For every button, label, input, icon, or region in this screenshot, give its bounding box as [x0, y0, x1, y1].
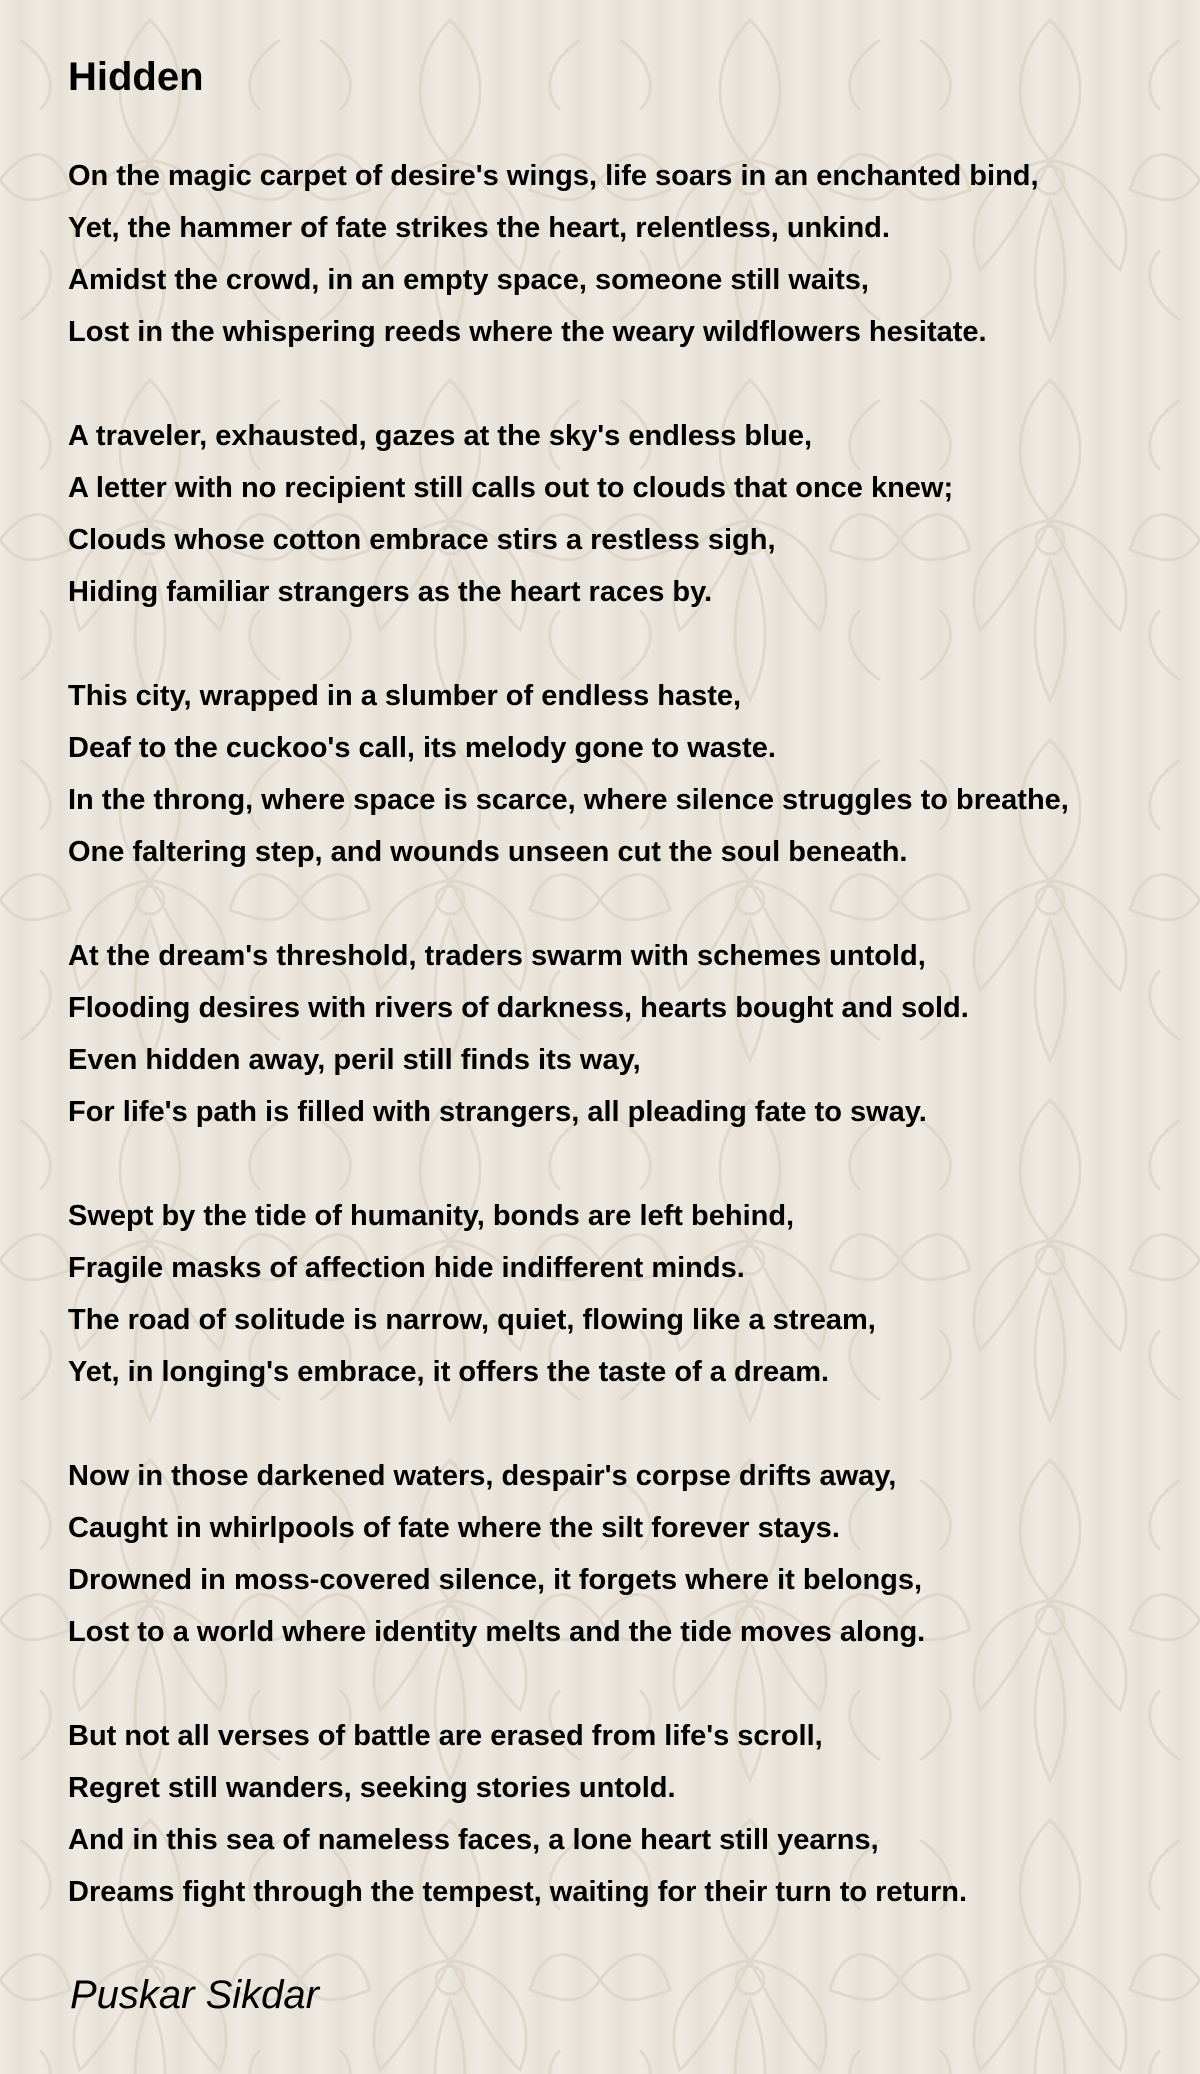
- poem-line: Drowned in moss-covered silence, it forgets where it belongs,: [68, 1564, 923, 1596]
- poem-line: Caught in whirlpools of fate where the silt forever stays.: [68, 1512, 840, 1544]
- poem-line: Clouds whose cotton embrace stirs a restless sigh,: [68, 524, 776, 556]
- poem-line: Yet, the hammer of fate strikes the heart, relentless, unkind.: [68, 212, 890, 244]
- poem-line: Amidst the crowd, in an empty space, someone still waits,: [68, 264, 869, 296]
- poem-line: Flooding desires with rivers of darkness, hearts bought and sold.: [68, 992, 969, 1024]
- poem-line: A letter with no recipient still calls out to clouds that once knew;: [68, 472, 954, 504]
- poem-line: Even hidden away, peril still finds its way,: [68, 1044, 641, 1076]
- poem-line: Lost to a world where identity melts and the tide moves along.: [68, 1616, 926, 1648]
- poem-line: Now in those darkened waters, despair's corpse drifts away,: [68, 1460, 897, 1492]
- stanza: [68, 1710, 1193, 1918]
- poem-line: In the throng, where space is scarce, where silence struggles to breathe,: [68, 784, 1069, 816]
- stanza: [68, 1190, 1193, 1398]
- poem-line: The road of solitude is narrow, quiet, flowing like a stream,: [68, 1304, 876, 1336]
- stanza: [68, 410, 1193, 618]
- poem-line: Lost in the whispering reeds where the weary wildflowers hesitate.: [68, 316, 987, 348]
- poem-line: One faltering step, and wounds unseen cut the soul beneath.: [68, 836, 908, 868]
- poem-title: Hidden: [68, 55, 204, 99]
- poem-line: Yet, in longing's embrace, it offers the taste of a dream.: [68, 1356, 830, 1388]
- poem-line: For life's path is filled with strangers, all pleading fate to sway.: [68, 1096, 927, 1128]
- poem-line: Regret still wanders, seeking stories untold.: [68, 1772, 676, 1804]
- poem-line: Hiding familiar strangers as the heart races by.: [68, 576, 713, 608]
- poem-line: Deaf to the cuckoo's call, its melody gone to waste.: [68, 732, 776, 764]
- stanza: [68, 670, 1193, 878]
- poem-line: But not all verses of battle are erased from life's scroll,: [68, 1720, 823, 1752]
- stanza: [68, 930, 1193, 1138]
- poem-line: A traveler, exhausted, gazes at the sky's endless blue,: [68, 420, 813, 452]
- stanza: [68, 150, 1193, 358]
- poem-line: At the dream's threshold, traders swarm with schemes untold,: [68, 940, 926, 972]
- poem-line: This city, wrapped in a slumber of endless haste,: [68, 680, 742, 712]
- poem-line: Dreams fight through the tempest, waiting for their turn to return.: [68, 1876, 968, 1908]
- stanza: [68, 1450, 1193, 1658]
- poem-line: Swept by the tide of humanity, bonds are left behind,: [68, 1200, 795, 1232]
- poem-line: On the magic carpet of desire's wings, life soars in an enchanted bind,: [68, 160, 1039, 192]
- poem-line: Fragile masks of affection hide indifferent minds.: [68, 1252, 745, 1284]
- poem-author: Puskar Sikdar: [70, 1973, 319, 2017]
- poem-body: [68, 150, 1193, 1970]
- poem-line: And in this sea of nameless faces, a lone heart still yearns,: [68, 1824, 879, 1856]
